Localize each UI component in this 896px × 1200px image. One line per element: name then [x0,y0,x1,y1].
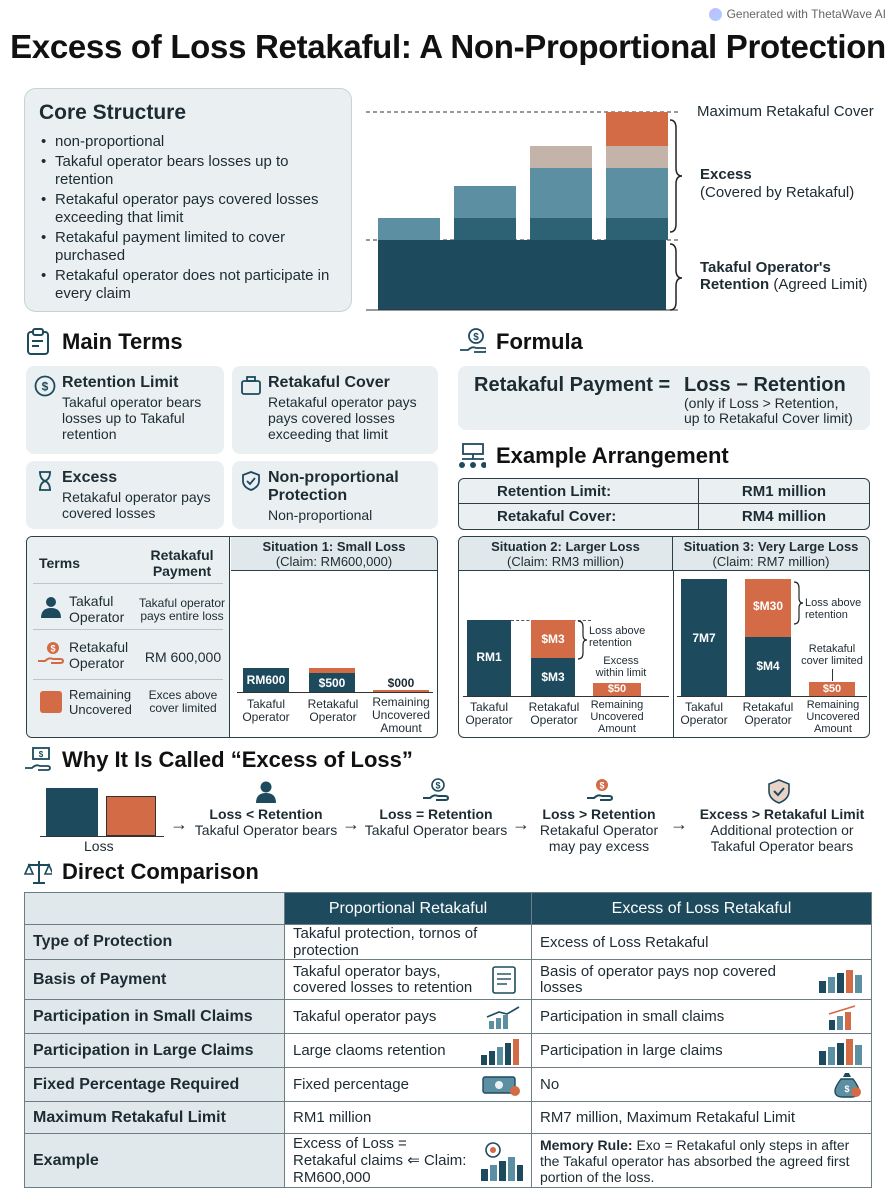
hand-coin-icon [422,778,450,804]
formula-note: (only if Loss > Retention, up to Retakaful Cover limit) [684,395,853,426]
table-row: Retakaful Cover: RM4 million [459,504,869,529]
sit2-takaful-bar: RM1 [467,620,511,696]
person-icon [39,595,63,619]
hourglass-icon [34,470,56,492]
table-row: Example Excess of Loss = Retakaful claims ⇐ Claim: RM600,000 Memory Rule: Exo = Retakaful only steps in after the Takaful operator has absorbed the agreed first portion of the loss. [25,1134,872,1188]
person-icon [254,780,278,804]
terms-header: Terms [39,555,80,571]
situation-2-3-panel: Situation 2: Larger Loss (Claim: RM3 million) Situation 3: Very Large Loss (Claim: RM7 million) RM1 $M3 $M3 Loss above retention Excess within limit $50 Takaful Operator Retakaful Operator Remaining Uncovered Amount 7M7 $M30 $M4 Loss above retention Retakaful cover limited $50 Takaful Operator Retakaful Operator Remaining Uncovered Amount [458,536,870,738]
arrow-right-icon: → [670,814,688,834]
term-card-non-proportional: Non-proportional Protection Non-proportional [232,461,438,529]
sit3-retakaful-bar: $M4 [745,637,791,696]
hand-coin-icon [458,328,486,356]
arrow-right-icon: → [342,814,360,834]
scales-icon [24,858,52,886]
hand-coin-icon [37,641,65,667]
max-cover-label: Maximum Retakaful Cover [697,103,874,120]
page-title: Excess of Loss Retakaful: A Non-Proportional Protection [10,28,886,65]
why-step-4: Excess > Retakaful Limit Additional protection or Takaful Operator bears [699,806,865,854]
term-card-retention: $ Retention Limit Takaful operator bears losses up to Takaful retention [26,366,224,454]
org-chart-icon [458,442,486,470]
svg-text:$: $ [435,780,441,791]
example-arrangement-heading: Example Arrangement [458,442,729,470]
shield-check-icon [240,470,262,492]
list-item: • non-proportional [39,133,337,151]
sit1-takaful-bar: RM600 [243,668,289,692]
svg-text:$: $ [38,750,44,759]
table-row: Basis of Payment Takaful operator bays, covered losses to retention Basis of operator pays nop covered losses [25,960,872,1000]
layer-bar-2b [454,218,516,240]
layer-bar-4-top [606,112,668,146]
arrow-right-icon: → [512,814,530,834]
retention-block [378,240,666,310]
excess-brace-icon [670,120,682,232]
sit2-uncovered-bar: $50 [593,683,641,696]
briefcase-icon [240,375,262,397]
layer-diagram [362,96,682,316]
situation-3-header: Situation 3: Very Large Loss (Claim: RM7 million) [673,537,869,571]
column-header: Excess of Loss Retakaful [531,893,871,925]
table-row: Type of Protection Takaful protection, tornos of protection Excess of Loss Retakaful [25,925,872,960]
situation-1-panel: Terms Retakaful Payment Takaful Operator Takaful operator pays entire loss $ Retakaful Operator RM 600,000 Remaining Uncovered Exces above cover limited Situation 1: Small Loss (Claim: RM600,000) RM600 $500 $000 Takaful Operator Retakaful Operator Remaining Uncovered Amount [26,536,438,738]
sit3-retakaful-top: $M30 [745,579,791,637]
legend-column: Terms Retakaful Payment Takaful Operator Takaful operator pays entire loss $ Retakaful Operator RM 600,000 Remaining Uncovered Exces above cover limited [27,537,230,737]
document-icon [489,965,523,995]
brace-icon [577,620,587,660]
retention-label: Takaful Operator's Retention (Agreed Limit) [700,259,868,293]
table-row: Participation in Large Claims Large claoms retention Participation in large claims [25,1034,872,1068]
table-row: Participation in Small Claims Takaful operator pays Participation in small claims [25,1000,872,1034]
layer-bar-3b [530,218,592,240]
list-item: • Takaful operator bears losses up to retention [39,153,337,189]
hand-money-icon [24,746,52,774]
sit3-uncovered-bar: $50 [809,682,855,696]
retention-brace-icon [670,244,682,310]
term-card-retakaful-cover: Retakaful Cover Retakaful operator pays pays covered losses exceeding that limit [232,366,438,454]
excess-label: Excess (Covered by Retakaful) [700,166,855,201]
list-item: • Retakaful operator does not participate in every claim [39,267,337,303]
core-structure-list [39,133,337,303]
growth-chart-icon [479,1037,523,1065]
svg-text:$: $ [844,1083,850,1094]
watermark: Generated with ThetaWave AI [709,7,886,21]
why-step-3: Loss > Retention Retakaful Operator may pay excess [539,806,659,854]
example-arrangement-table [458,478,870,530]
svg-text:$: $ [50,643,56,654]
gear-chart-icon [479,1141,523,1181]
bar-chart-icon [817,1037,863,1065]
dollar-coin-icon [34,375,56,397]
uncovered-swatch [40,691,62,713]
sit2-retakaful-bar: $M3 [531,658,575,696]
formula-heading: $ Formula [458,328,583,356]
layer-bar-4b [606,218,668,240]
layer-bar-2 [454,186,516,218]
brace-icon [793,581,803,625]
layer-bar-4 [606,168,668,218]
clipboard-icon [24,328,52,356]
comparison-table [24,892,872,1188]
layer-bar-3 [530,168,592,218]
sit3-takaful-bar: 7M7 [681,579,727,696]
trend-up-icon [825,1004,863,1030]
formula-box [458,366,870,430]
loss-bar-orange [106,796,156,836]
svg-text:$: $ [41,379,49,394]
core-structure-heading: Core Structure [39,101,187,124]
comparison-heading: Direct Comparison [24,858,259,886]
shield-check-icon [766,778,792,806]
sit1-retakaful-bar: $500 [309,673,355,692]
bar-chart-icon [817,967,863,993]
list-item: • Retakaful operator pays covered losses exceeding that limit [39,191,337,227]
core-structure-card [24,88,352,312]
svg-text:$: $ [473,332,479,343]
why-step-1: Loss < Retention Takaful Operator bears [194,806,338,838]
formula-main: Retakaful Payment = Loss − Retention [474,374,846,396]
table-header-row [25,893,872,925]
money-bag-icon [833,1071,863,1099]
trend-up-icon [485,1005,523,1029]
svg-text:$: $ [599,780,605,791]
table-row: Fixed Percentage Required Fixed percentage No $ [25,1068,872,1102]
layer-bar-1 [378,218,440,240]
why-step-2: Loss = Retention Takaful Operator bears [364,806,508,838]
layer-bar-4-mid [606,146,668,168]
term-card-excess: Excess Retakaful operator pays covered losses [26,461,224,529]
payment-header: Retakaful Payment [150,547,214,579]
sit1-retakaful-top [309,668,355,673]
loss-bar-navy [46,788,98,836]
main-terms-heading: Main Terms [24,328,183,356]
hand-coin-icon [586,778,614,804]
banknote-icon [481,1073,523,1097]
situation-1-header: Situation 1: Small Loss (Claim: RM600,000) [231,537,437,571]
sit2-retakaful-top: $M3 [531,620,575,658]
table-row: Retention Limit: RM1 million [459,479,869,504]
loss-label: Loss [84,838,114,854]
thetawave-logo-icon [709,8,722,21]
situation-2-header: Situation 2: Larger Loss (Claim: RM3 million) [459,537,673,571]
why-heading: $ Why It Is Called “Excess of Loss” [24,746,413,774]
column-header: Proportional Retakaful [285,893,532,925]
table-row: Maximum Retakaful Limit RM1 million RM7 million, Maximum Retakaful Limit [25,1102,872,1134]
layer-bar-3-top [530,146,592,168]
list-item: • Retakaful payment limited to cover purchased [39,229,337,265]
arrow-right-icon: → [170,814,188,834]
